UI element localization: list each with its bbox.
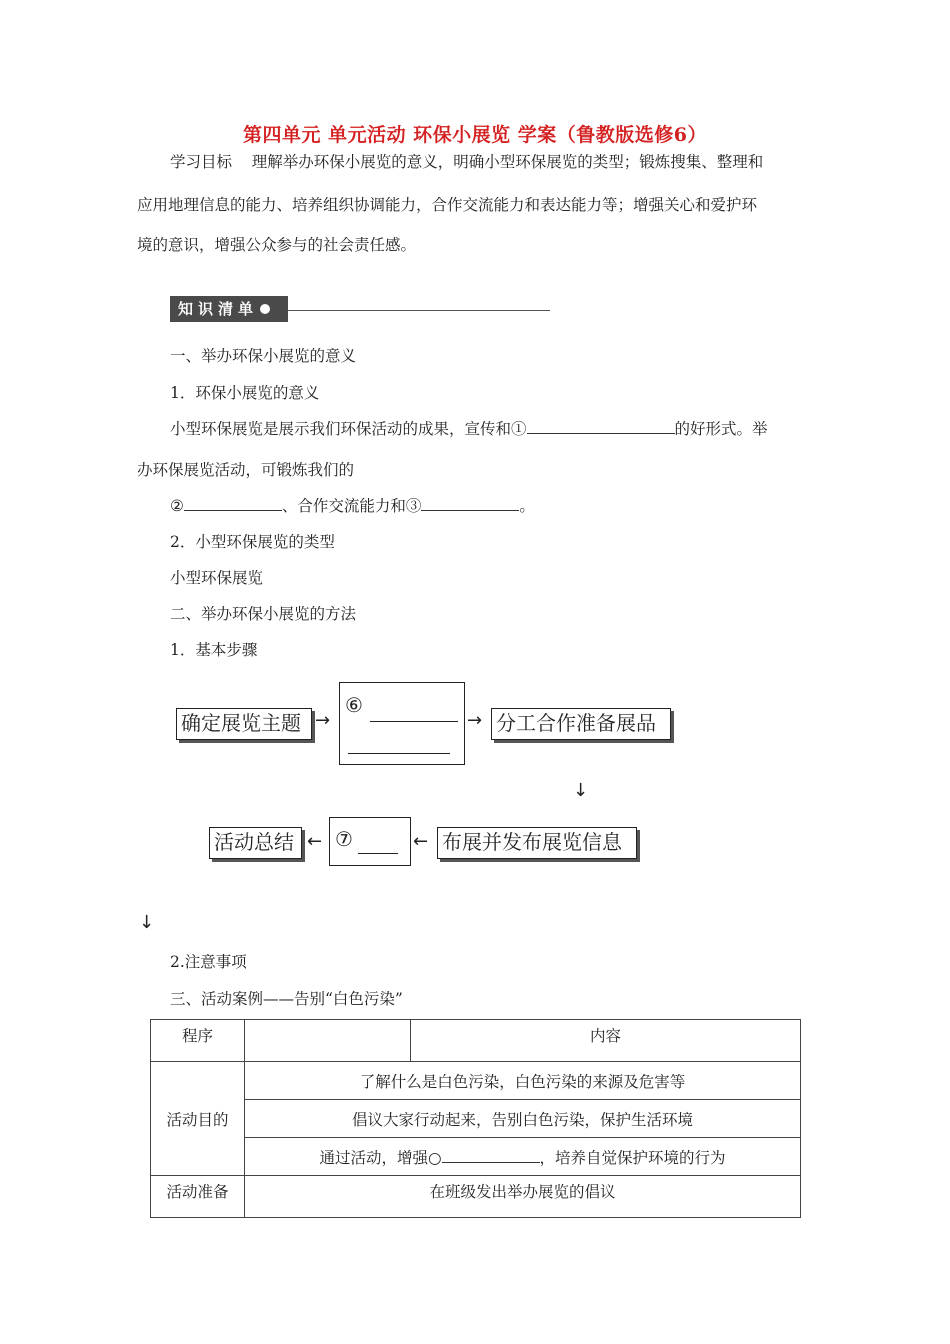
blank-2-marker: ② bbox=[170, 497, 184, 515]
badge-divider bbox=[288, 310, 550, 311]
section-1-heading: 一、举办环保小展览的意义 bbox=[170, 347, 357, 365]
row-content-3b: ，培养自觉保护环境的行为 bbox=[539, 1148, 726, 1167]
section-1-1-text-2: 办环保展览活动，可锻炼我们的 bbox=[137, 461, 355, 479]
section-2-1-heading: 1．基本步骤 bbox=[170, 641, 258, 659]
table-row bbox=[151, 1062, 801, 1100]
page-title: 第四单元 单元活动 环保小展览 学案（鲁教版选修6） bbox=[242, 124, 708, 146]
meaning-end: 。 bbox=[519, 497, 535, 515]
row-label-preparation: 活动准备 bbox=[151, 1176, 245, 1218]
knowledge-list-badge bbox=[170, 296, 288, 322]
row-content-3 bbox=[245, 1138, 801, 1176]
header-program: 程序 bbox=[151, 1020, 245, 1062]
flow-step-6-blank-1[interactable] bbox=[370, 721, 458, 722]
flow-step-summary: 活动总结 bbox=[209, 827, 302, 859]
blank-3[interactable] bbox=[421, 494, 519, 511]
flow-step-7-marker: ⑦ bbox=[335, 827, 353, 851]
blank-2[interactable] bbox=[184, 494, 282, 511]
badge-dot-icon bbox=[260, 304, 270, 314]
flow-step-6-blank-2[interactable] bbox=[348, 753, 450, 754]
flow-step-determine-theme: 确定展览主题 bbox=[176, 708, 312, 740]
flow-arrow-left-icon-2: ← bbox=[307, 831, 323, 852]
table-row bbox=[151, 1176, 801, 1218]
section-1-1-text-3 bbox=[170, 494, 535, 516]
flow-step-6-marker: ⑥ bbox=[345, 693, 363, 717]
table-header-row bbox=[151, 1020, 801, 1062]
row-content-2: 倡议大家行动起来，告别白色污染，保护生活环境 bbox=[245, 1100, 801, 1138]
flow-arrow-right-icon: → bbox=[315, 710, 331, 731]
flow-step-7-box bbox=[329, 817, 411, 866]
meaning-text-b: 的好形式。举 bbox=[674, 420, 768, 438]
meaning-mid: 、合作交流能力和③ bbox=[281, 497, 422, 515]
meaning-text-a: 小型环保展览是展示我们环保活动的成果，宣传和① bbox=[170, 420, 527, 438]
objective-label: 学习目标 bbox=[170, 153, 233, 171]
header-content: 内容 bbox=[411, 1020, 801, 1062]
flow-step-7-blank[interactable] bbox=[358, 853, 398, 854]
case-table bbox=[150, 1019, 801, 1218]
row-content-1: 了解什么是白色污染，白色污染的来源及危害等 bbox=[245, 1062, 801, 1100]
section-1-1-text bbox=[170, 417, 768, 439]
table-row bbox=[151, 1100, 801, 1138]
blank-1[interactable] bbox=[527, 417, 675, 434]
section-2-heading: 二、举办环保小展览的方法 bbox=[170, 605, 357, 623]
section-3-heading: 三、活动案例——告别“白色污染” bbox=[170, 990, 403, 1008]
badge-label: 知识清单 bbox=[178, 300, 259, 318]
row-content-3a: 通过活动，增强○ bbox=[319, 1148, 442, 1167]
flow-step-layout-publish: 布展并发布展览信息 bbox=[437, 827, 637, 859]
section-1-2-text: 小型环保展览 bbox=[170, 569, 264, 587]
stray-arrow-down-icon: ↓ bbox=[139, 912, 155, 933]
objective-line-3: 境的意识，增强公众参与的社会责任感。 bbox=[137, 236, 417, 254]
flow-step-prepare-exhibits: 分工合作准备展品 bbox=[491, 708, 671, 740]
table-row bbox=[151, 1138, 801, 1176]
table-blank[interactable] bbox=[442, 1146, 540, 1163]
flow-arrow-right-icon-2: → bbox=[467, 710, 483, 731]
flow-step-6-box bbox=[339, 682, 465, 765]
objective-line-1 bbox=[170, 150, 763, 172]
section-2-2-heading: 2.注意事项 bbox=[170, 953, 247, 971]
flow-arrow-left-icon: ← bbox=[413, 831, 429, 852]
flow-arrow-down-icon: ↓ bbox=[573, 780, 589, 801]
section-1-2-heading: 2．小型环保展览的类型 bbox=[170, 533, 335, 551]
header-empty bbox=[245, 1020, 411, 1062]
section-1-1-heading: 1．环保小展览的意义 bbox=[170, 384, 320, 402]
objective-text-1: 理解举办环保小展览的意义，明确小型环保展览的类型；锻炼搜集、整理和 bbox=[251, 153, 764, 171]
objective-line-2: 应用地理信息的能力、培养组织协调能力，合作交流能力和表达能力等；增强关心和爱护环 bbox=[137, 196, 758, 214]
row-content-4: 在班级发出举办展览的倡议 bbox=[245, 1176, 801, 1218]
row-label-purpose: 活动目的 bbox=[151, 1062, 245, 1176]
